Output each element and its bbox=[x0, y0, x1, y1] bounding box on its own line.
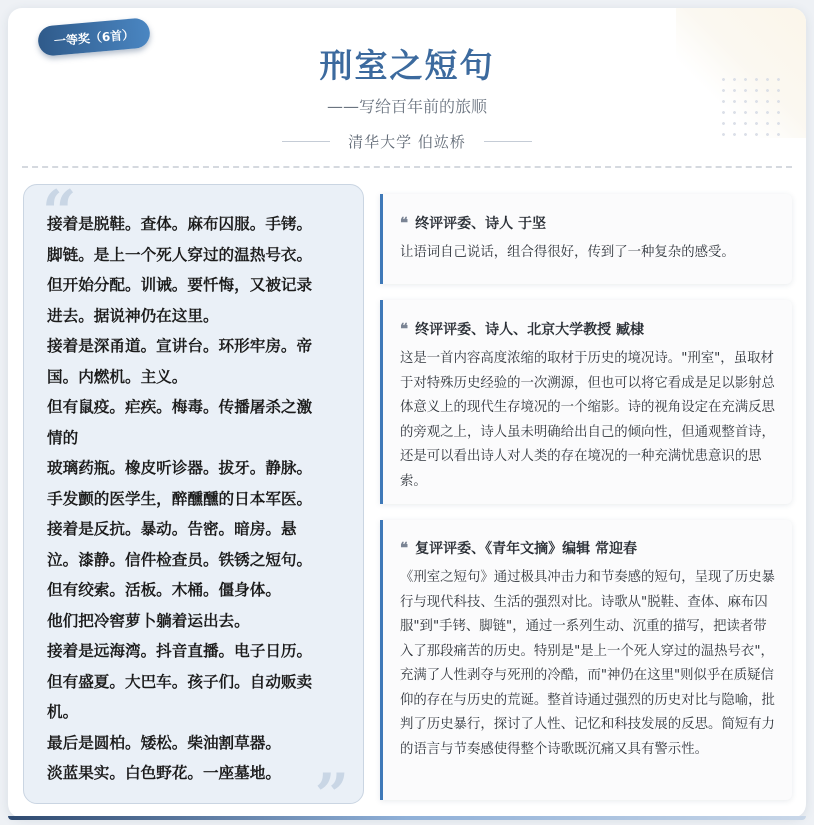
poem-line: 最后是圆柏。矮松。柴油割草器。 bbox=[47, 733, 281, 752]
divider-line-right bbox=[484, 141, 532, 142]
poem-line: 手发颤的医学生，醉醺醺的日本军医。 bbox=[47, 489, 313, 508]
reviewer-name: 终评评委、诗人、北京大学教授 臧棣 bbox=[415, 322, 644, 338]
author-name: 清华大学 伯竑桥 bbox=[348, 133, 466, 151]
poem-line: 淡蓝果实。白色野花。一座墓地。 bbox=[47, 764, 281, 782]
quote-close-icon: “ bbox=[314, 730, 349, 800]
reviewer-name: 终评评委、诗人 于坚 bbox=[415, 216, 546, 232]
dashed-divider bbox=[22, 166, 792, 168]
poem-line: 玻璃药瓶。橡皮听诊器。拔牙。静脉。 bbox=[47, 459, 313, 477]
review-card bbox=[380, 194, 792, 284]
poem-line: 他们把冷窖萝卜躺着运出去。 bbox=[47, 611, 250, 630]
poem-text-box bbox=[23, 178, 364, 804]
poem-line: 但有鼠疫。疟疾。梅毒。传播屠杀之激 bbox=[47, 398, 313, 416]
review-text: 让语词自己说话，组合得很好，传到了一种复杂的感受。 bbox=[400, 245, 735, 260]
poem-subtitle: ——写给百年前的旅顺 bbox=[326, 97, 487, 116]
divider-line-left bbox=[282, 141, 330, 142]
quote-icon: ❝ bbox=[400, 320, 409, 338]
bottom-accent-bar bbox=[8, 816, 806, 820]
poem-line: 进去。据说神仍在这里。 bbox=[47, 306, 219, 325]
quote-open-icon: “ bbox=[42, 178, 77, 248]
poem-line: 但有绞索。活板。木桶。僵身体。 bbox=[47, 581, 281, 599]
poem-line: 国。内燃机。主义。 bbox=[47, 367, 188, 386]
poem-line: 接着是脱鞋。查体。麻布囚服。手铐。 bbox=[47, 215, 313, 233]
poem-line: 脚链。是上一个死人穿过的温热号衣。 bbox=[47, 245, 313, 264]
poem-line: 情的 bbox=[47, 428, 79, 447]
reviewer-name: 复评评委、《青年文摘》编辑 常迎春 bbox=[415, 541, 637, 557]
quote-icon: ❝ bbox=[400, 214, 409, 232]
poem-line: 泣。漆静。信件检查员。铁锈之短句。 bbox=[47, 550, 313, 569]
quote-icon: ❝ bbox=[400, 539, 409, 557]
poem-line: 但有盛夏。大巴车。孩子们。自动贩卖 bbox=[47, 672, 313, 691]
poem-line: 接着是深甬道。宣讲台。环形牢房。帝 bbox=[47, 337, 313, 355]
poem-line: 但开始分配。训诫。要忏悔，又被记录 bbox=[47, 276, 313, 294]
poem-card bbox=[8, 8, 806, 818]
author-row bbox=[8, 131, 806, 152]
poem-lines bbox=[47, 209, 353, 789]
award-badge: 一等奖（6首） bbox=[37, 17, 151, 57]
review-text: 这是一首内容高度浓缩的取材于历史的境况诗。"刑室"，虽取材于对特殊历史经验的一次溯源，但也可以将它看成是足以影射总体意义上的现代生存境况的一个缩影。诗的视角设定在充满反思的旁观之上，诗人虽未明确给出自己的倾向性，但通观整首诗，还是可以看出诗人对人类的存在境况的一种充满忧患意识的思索。 bbox=[400, 351, 775, 489]
poem-line: 机。 bbox=[47, 703, 79, 721]
poem-title: 刑室之短句 bbox=[319, 46, 495, 85]
review-card bbox=[380, 300, 792, 504]
review-card bbox=[380, 520, 792, 800]
poem-line: 接着是反抗。暴动。告密。暗房。悬 bbox=[47, 520, 297, 538]
review-text: 《刑室之短句》通过极具冲击力和节奏感的短句，呈现了历史暴行与现代科技、生活的强烈对比。诗歌从"脱鞋、查体、麻布囚服"到"手铐、脚链"，通过一系列生动、沉重的描写，把读者带入了那段痛苦的历史。特别是"是上一个死人穿过的温热号衣"，充满了人性剥夺与死刑的冷酷，而"神仍在这里"则似乎在质疑信仰的存在与历史的荒诞。整首诗通过强烈的历史对比与隐喻，批判了历史暴行，探讨了人性、记忆和科技发展的反思。简短有力的语言与节奏感使得整个诗歌既沉痛又具有警示性。 bbox=[400, 570, 775, 757]
poem-line: 接着是远海湾。抖音直播。电子日历。 bbox=[47, 642, 313, 660]
